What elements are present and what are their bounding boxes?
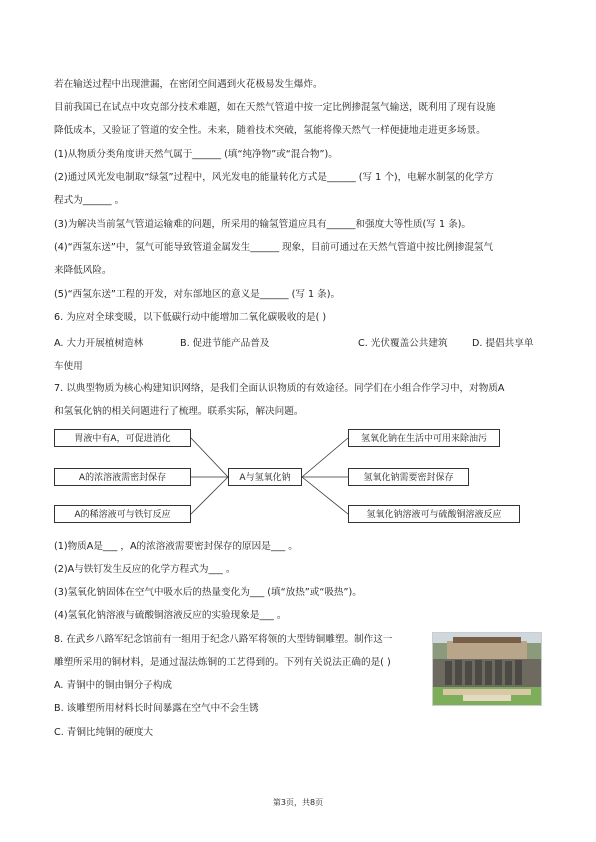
text-line: 若在输送过程中出现泄漏，在密闭空间遇到火花极易发生爆炸。	[54, 79, 323, 90]
question-7-stem-cont: 和氢氧化钠的相关问题进行了梳理。联系实际，解决问题。	[54, 406, 304, 417]
text-line: 程式为______ 。	[54, 195, 125, 206]
diagram-left-box-2: A的浓溶液需密封保存	[54, 468, 191, 486]
connector-right-bottom	[302, 477, 348, 514]
text-line: (3)为解决当前氢气管道运输难的问题，所采用的输氢管道应具有______和强度大等性质(写 1 条)。	[54, 219, 472, 230]
q8-option-b: B. 该雕塑所用材料长时间暴露在空气中不会生锈	[54, 703, 259, 714]
diagram-right-box-1: 氢氧化钠在生活中可用来除油污	[348, 429, 500, 447]
q8-option-c: C. 青铜比纯铜的硬度大	[54, 727, 154, 738]
q7-sub-1: (1)物质A是___ ，A的浓溶液需要密封保存的原因是___ 。	[54, 541, 298, 552]
text-line: 来降低风险。	[54, 265, 112, 276]
q6-option-d: D. 提倡共享单	[472, 338, 534, 349]
q8-option-a: A. 青铜中的铜由铜分子构成	[54, 680, 173, 691]
question-8-stem-cont: 雕塑所采用的铜材料，是通过湿法炼铜的工艺得到的。下列有关说法正确的是( )	[54, 657, 391, 668]
question-7-stem: 7. 以典型物质为核心构建知识网络，是我们全面认识物质的有效途径。同学们在小组合作学习中，对物质A	[54, 383, 505, 394]
connector-left-bottom	[191, 477, 228, 514]
question-6-stem: 6. 为应对全球变暖，以下低碳行动中能增加二氧化碳吸收的是( )	[54, 312, 327, 323]
text-line: (2)通过风光发电制取“绿氢”过程中，风光发电的能量转化方式是______ (写 1 个)，电解水制氢的化学方	[54, 172, 494, 183]
diagram-center-box: A与氢氧化钠	[228, 468, 302, 486]
diagram-left-box-1: 胃液中有A，可促进消化	[54, 429, 191, 447]
q6-option-a: A. 大力开展植树造林	[54, 338, 144, 349]
text-line: (5)“西氢东送”工程的开发，对东部地区的意义是______ (写 1 条)。	[54, 289, 341, 300]
q6-option-b: B. 促进节能产品普及	[180, 338, 270, 349]
question-8-stem: 8. 在武乡八路军纪念馆前有一组用于纪念八路军将领的大型铸铜雕塑。制作这一	[54, 634, 393, 645]
text-line: 目前我国已在试点中攻克部分技术难题，如在天然气管道中按一定比例掺混氢气输送，既利用了现有设施	[54, 102, 496, 113]
sculpture-photo	[432, 632, 542, 706]
diagram-left-box-3: A的稀溶液可与铁钉反应	[54, 505, 191, 523]
page-footer: 第3页，共8页	[272, 798, 324, 807]
q7-sub-2: (2)A与铁钉发生反应的化学方程式为___ 。	[54, 564, 236, 575]
connector-left-top	[191, 438, 228, 477]
q6-option-c: C. 光伏覆盖公共建筑	[358, 338, 448, 349]
text-line: (4)“西氢东送”中，氢气可能导致管道金属发生______ 现象，目前可通过在天然气管道中按比例掺混氢气	[54, 242, 494, 253]
q6-option-d-continued: 车使用	[54, 361, 83, 372]
q7-sub-4: (4)氢氧化钠溶液与硫酸铜溶液反应的实验现象是___ 。	[54, 610, 287, 621]
text-line: 降低成本，又验证了管道的安全性。未来，随着技术突破，氢能将像天然气一样便捷地走进更多场景。	[54, 125, 486, 136]
diagram-right-box-2: 氢氧化钠需要密封保存	[348, 468, 469, 486]
diagram-right-box-3: 氢氧化钠溶液可与硫酸铜溶液反应	[348, 505, 520, 523]
text-line: (1)从物质分类角度讲天然气属于______ (填“纯净物”或“混合物”)。	[54, 149, 338, 160]
connector-right-top	[302, 438, 348, 477]
q7-sub-3: (3)氢氧化钠固体在空气中吸水后的热量变化为___ (填“放热”或“吸热”)。	[54, 587, 362, 598]
